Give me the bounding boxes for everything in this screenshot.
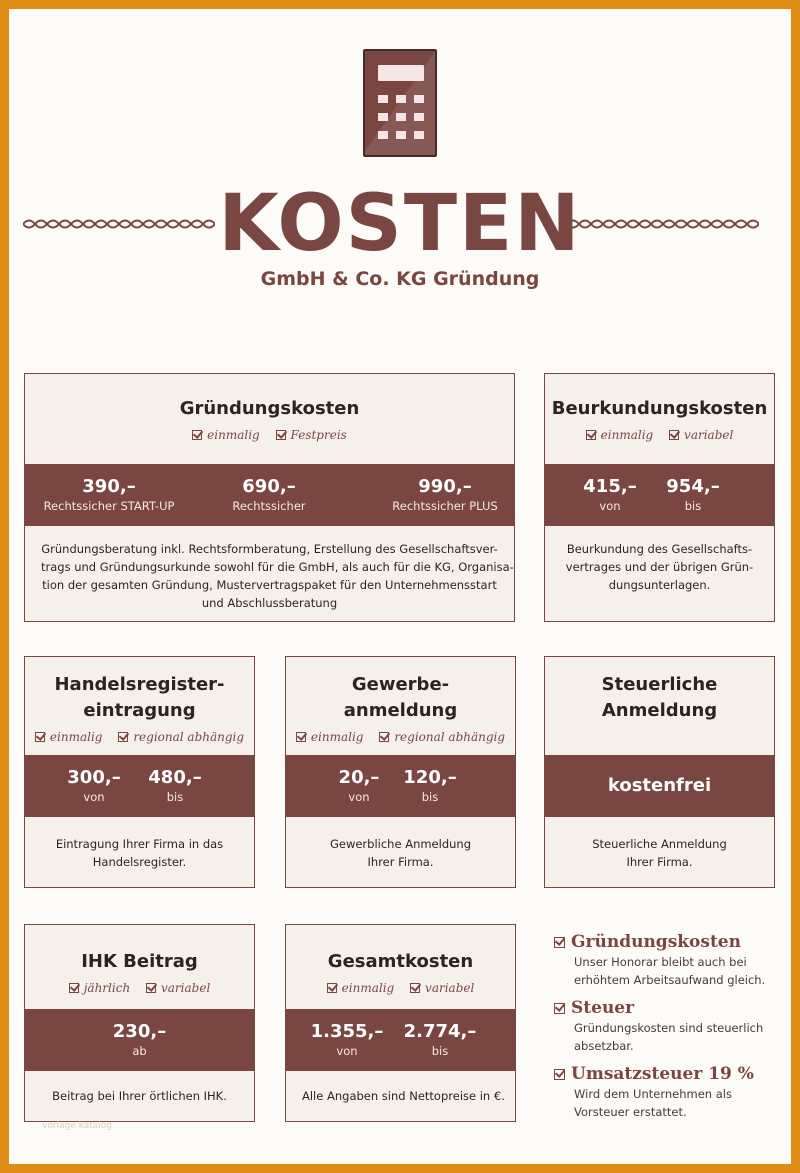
tag: jährlich: [69, 981, 130, 995]
note-umsatzsteuer: [554, 1063, 786, 1121]
checkbox-checked-icon: [379, 732, 389, 742]
card-title: IHK Beitrag: [81, 951, 198, 972]
checkbox-checked-icon: [554, 1003, 565, 1014]
card-beurkundungskosten: [544, 373, 775, 622]
card-ihk-beitrag: [24, 924, 255, 1122]
price-band: [545, 464, 774, 526]
tag: variabel: [669, 428, 733, 442]
price-rechtssicher: 690,– Rechtssicher: [232, 476, 306, 513]
infographic-page: [9, 9, 791, 1164]
price-band: [25, 755, 254, 817]
tag-row: [286, 730, 515, 744]
tag: einmalig: [586, 428, 654, 442]
tag: einmalig: [296, 730, 364, 744]
checkbox-checked-icon: [410, 983, 420, 993]
card-description: Gewerbliche Anmeldung Ihrer Firma.: [329, 837, 472, 869]
card-description: Beurkundung des Gesellschafts- vertrages und der übrigen Grün- dungsunterlagen.: [565, 542, 754, 592]
note-title: Steuer: [554, 997, 786, 1019]
checkbox-checked-icon: [146, 983, 156, 993]
card-title: Handelsregister- eintragung: [54, 674, 225, 721]
card-gewerbeanmeldung: [285, 656, 516, 888]
tag-row: [25, 981, 254, 995]
price-to: 954,– bis: [666, 476, 720, 513]
card-gruendungskosten: [24, 373, 515, 622]
tag-row: [286, 981, 515, 995]
price-to: 480,– bis: [148, 767, 202, 804]
note-text: Unser Honorar bleibt auch bei erhöhtem Arbeitsaufwand gleich.: [574, 955, 766, 987]
note-text: Gründungskosten sind steuerlich absetzbar.: [574, 1021, 764, 1053]
price-band: [25, 1009, 254, 1071]
card-description: Beitrag bei Ihrer örtlichen IHK.: [52, 1089, 227, 1103]
card-title: Gewerbe- anmeldung: [343, 674, 458, 721]
checkbox-checked-icon: [554, 1069, 565, 1080]
card-description: Gründungsberatung inkl. Rechtsformberatung, Erstellung des Gesellschaftsver- trags und Gründungsurkunde sowohl für die GmbH, als auch für die KG, Organisa- tion der gesamten Gründung, Mustervertragspaket für den Unternehmensstart und Abschlussberatung: [41, 542, 514, 610]
note-title: Umsatzsteuer 19 %: [554, 1063, 786, 1085]
tag: einmalig: [192, 428, 260, 442]
price-to: 2.774,– bis: [403, 1021, 477, 1058]
card-title: Gesamtkosten: [327, 951, 474, 972]
price-from: 20,– von: [338, 767, 380, 804]
card-description: Eintragung Ihrer Firma in das Handelsregister.: [55, 837, 224, 869]
tag: regional abhängig: [379, 730, 505, 744]
checkbox-checked-icon: [554, 937, 565, 948]
checkbox-checked-icon: [276, 430, 286, 440]
note-steuer: [554, 997, 786, 1055]
card-title: Beurkundungskosten: [551, 398, 768, 419]
checkbox-checked-icon: [586, 430, 596, 440]
price-to: 120,– bis: [403, 767, 457, 804]
price-from: 1.355,– von: [310, 1021, 384, 1058]
price-from: 230,– ab: [112, 1021, 167, 1058]
checkbox-checked-icon: [192, 430, 202, 440]
tag-row: [25, 428, 514, 442]
price-band: [286, 755, 515, 817]
tag: Festpreis: [276, 428, 347, 442]
tag: variabel: [146, 981, 210, 995]
page-title: KOSTEN: [218, 179, 582, 269]
page-subtitle: GmbH & Co. KG Gründung: [260, 268, 540, 290]
tag: regional abhängig: [118, 730, 244, 744]
note-gruendungskosten: [554, 931, 786, 989]
price-band: [286, 1009, 515, 1071]
price-from: 300,– von: [67, 767, 121, 804]
checkbox-checked-icon: [669, 430, 679, 440]
free-label: kostenfrei: [607, 775, 712, 796]
checkbox-checked-icon: [118, 732, 128, 742]
tag: einmalig: [35, 730, 103, 744]
checkbox-checked-icon: [35, 732, 45, 742]
price-from: 415,– von: [583, 476, 637, 513]
calculator-icon: [363, 49, 437, 157]
card-handelsregister: [24, 656, 255, 888]
watermark: vorlage katalog: [42, 1121, 112, 1131]
tag: einmalig: [327, 981, 395, 995]
price-start-up: 390,– Rechtssicher START-UP: [43, 476, 175, 513]
card-title: Gründungskosten: [179, 398, 360, 419]
card-steuerliche-anmeldung: [544, 656, 775, 888]
checkbox-checked-icon: [327, 983, 337, 993]
price-band: [545, 755, 774, 817]
card-description: Steuerliche Anmeldung Ihrer Firma.: [592, 837, 727, 869]
checkbox-checked-icon: [296, 732, 306, 742]
note-text: Wird dem Unternehmen als Vorsteuer erstattet.: [574, 1087, 732, 1119]
card-title: Steuerliche Anmeldung: [601, 674, 718, 721]
note-title: Gründungskosten: [554, 931, 786, 953]
card-description: Alle Angaben sind Nettopreise in €.: [302, 1089, 505, 1103]
price-plus: 990,– Rechtssicher PLUS: [392, 476, 498, 513]
checkbox-checked-icon: [69, 983, 79, 993]
tag: variabel: [410, 981, 474, 995]
tag-row: [545, 428, 774, 442]
tag-row: [25, 730, 254, 744]
price-band: [25, 464, 514, 526]
card-gesamtkosten: [285, 924, 516, 1122]
